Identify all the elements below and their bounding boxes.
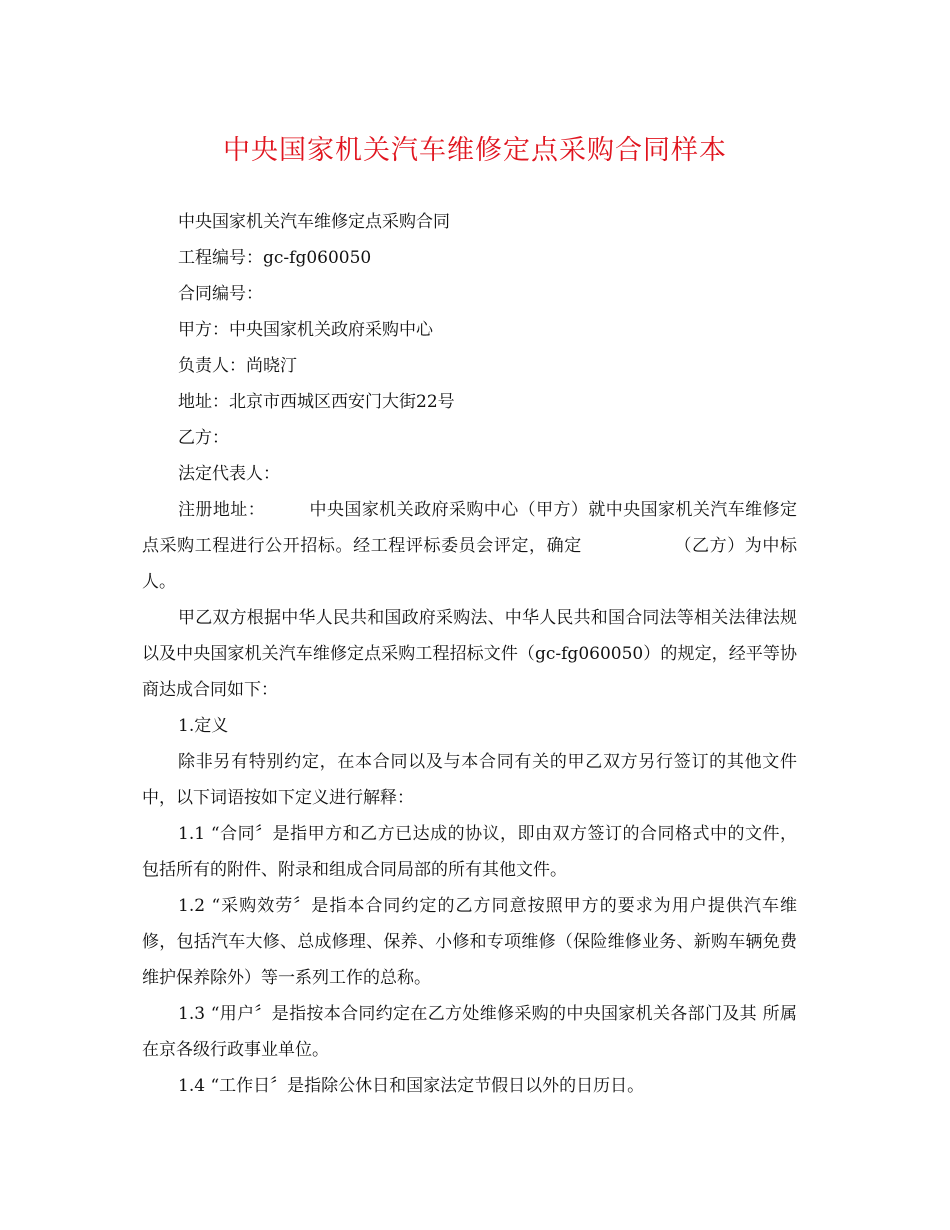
section-1-title: 1.定义: [178, 716, 229, 736]
person-in-charge-line: 负责人：尚晓汀: [178, 356, 297, 376]
legal-basis-paragraph: 甲乙双方根据中华人民共和国政府采购法、中华人民共和国合同法等相关法律法规以及中央国家机关汽车维修定点采购工程招标文件（gc-fg060050）的规定，经平等协商达成合同如下：: [142, 608, 797, 700]
definition-1-1: 1.1 “合同〞是指甲方和乙方已达成的协议，即由双方签订的合同格式中的文件，包括所有的附件、附录和组成合同局部的所有其他文件。: [142, 824, 797, 880]
project-number-line: 工程编号：gc-fg060050: [178, 248, 372, 268]
definition-1-4: 1.4 “工作日〞是指除公休日和国家法定节假日以外的日历日。: [178, 1076, 645, 1096]
registration-text-part2: （乙方）为中标人。: [142, 536, 797, 592]
document-title: 中央国家机关汽车维修定点采购合同样本: [223, 135, 727, 166]
definition-1-2: 1.2 “采购效劳〞是指本合同约定的乙方同意按照甲方的要求为用户提供汽车维修，包括汽车大修、总成修理、保养、小修和专项维修（保险维修业务、新购车辆免费维护保养除外）等一系列工作的总称。: [142, 896, 797, 988]
section-1-intro: 除非另有特别约定，在本合同以及与本合同有关的甲乙双方另行签订的其他文件中，以下词语按如下定义进行解释：: [142, 752, 797, 808]
party-a-line: 甲方：中央国家机关政府采购中心: [178, 320, 433, 340]
registration-text-part1: 中央国家机关政府采购中心（甲方）就中央国家机关汽车维修定点采购工程进行公开招标。经工程评标委员会评定，确定: [142, 500, 798, 556]
legal-representative-line: 法定代表人：: [178, 464, 280, 484]
registration-paragraph: [142, 492, 797, 600]
document-body: [142, 204, 797, 1104]
contract-number-line: 合同编号：: [178, 284, 263, 304]
address-line: 地址：北京市西城区西安门大街22号: [178, 392, 455, 412]
contract-name-line: 中央国家机关汽车维修定点采购合同: [178, 212, 450, 232]
registration-label: 注册地址：: [178, 500, 266, 520]
party-b-line: 乙方：: [178, 428, 229, 448]
definition-1-3: 1.3 “用户〞是指按本合同约定在乙方处维修采购的中央国家机关各部门及其 所属在京各级行政事业单位。: [142, 1004, 797, 1060]
